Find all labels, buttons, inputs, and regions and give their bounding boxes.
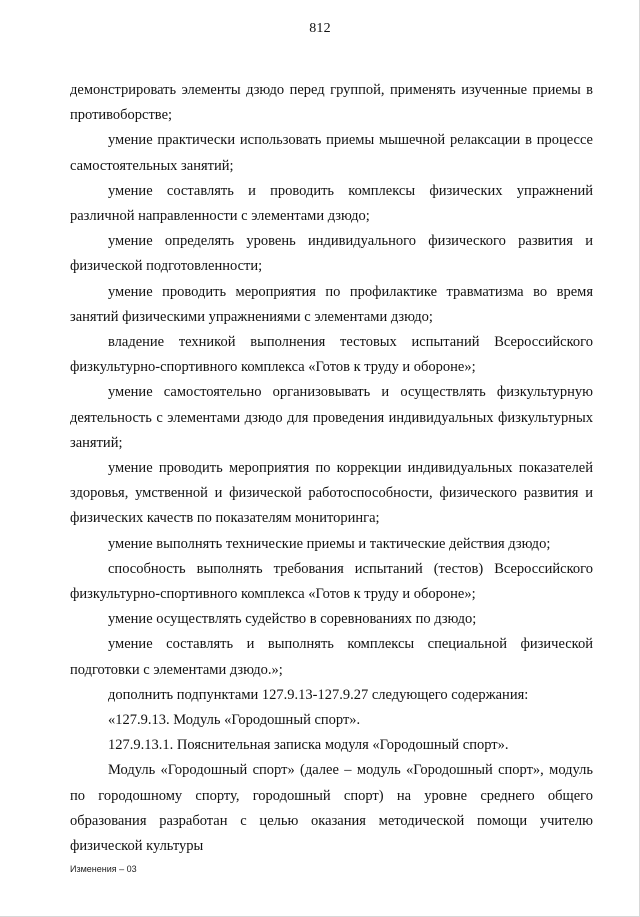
paragraph: дополнить подпунктами 127.9.13-127.9.27 следующего содержания: <box>108 686 529 703</box>
paragraph: демонстрировать элементы дзюдо перед группой, применять изученные приемы в противоборстве; <box>70 82 593 124</box>
paragraph: умение определять уровень индивидуального физического развития и физической подготовленности; <box>70 233 593 275</box>
paragraph: «127.9.13. Модуль «Городошный спорт». <box>108 712 361 729</box>
paragraph: умение проводить мероприятия по коррекции индивидуальных показателей здоровья, умственной и физической работоспособности, физического развития и физических качеств по показателям мониторинга; <box>70 460 593 527</box>
paragraph: умение проводить мероприятия по профилактике травматизма во время занятий физическими упражнениями с элементами дзюдо; <box>70 283 593 325</box>
paragraph: умение составлять и выполнять комплексы специальной физической подготовки с элементами дзюдо.»; <box>70 636 593 678</box>
paragraph: умение выполнять технические приемы и тактические действия дзюдо; <box>108 535 551 552</box>
body-text <box>70 78 593 859</box>
paragraph: умение практически использовать приемы мышечной релаксации в процессе самостоятельных занятий; <box>70 132 593 174</box>
paragraph: умение самостоятельно организовывать и осуществлять физкультурную деятельность с элементами дзюдо для проведения индивидуальных физкультурных занятий; <box>70 384 593 451</box>
page-footer: Изменения – 03 <box>70 864 137 874</box>
paragraph: владение техникой выполнения тестовых испытаний Всероссийского физкультурно-спортивного комплекса «Готов к труду и обороне»; <box>70 334 593 376</box>
paragraph: умение составлять и проводить комплексы физических упражнений различной направленности с элементами дзюдо; <box>70 182 593 225</box>
paragraph: Модуль «Городошный спорт» (далее – модуль «Городошный спорт», модуль по городошному спорту, городошный спорт) на уровне среднего общего образования разработан с целью оказания методической помощи учителю физической культуры <box>70 762 593 855</box>
paragraph: способность выполнять требования испытаний (тестов) Всероссийского физкультурно-спортивного комплекса «Готов к труду и обороне»; <box>70 560 593 603</box>
page-number: 812 <box>309 21 331 36</box>
paragraph: 127.9.13.1. Пояснительная записка модуля «Городошный спорт». <box>108 737 509 754</box>
paragraph: умение осуществлять судейство в соревнованиях по дзюдо; <box>108 611 477 628</box>
